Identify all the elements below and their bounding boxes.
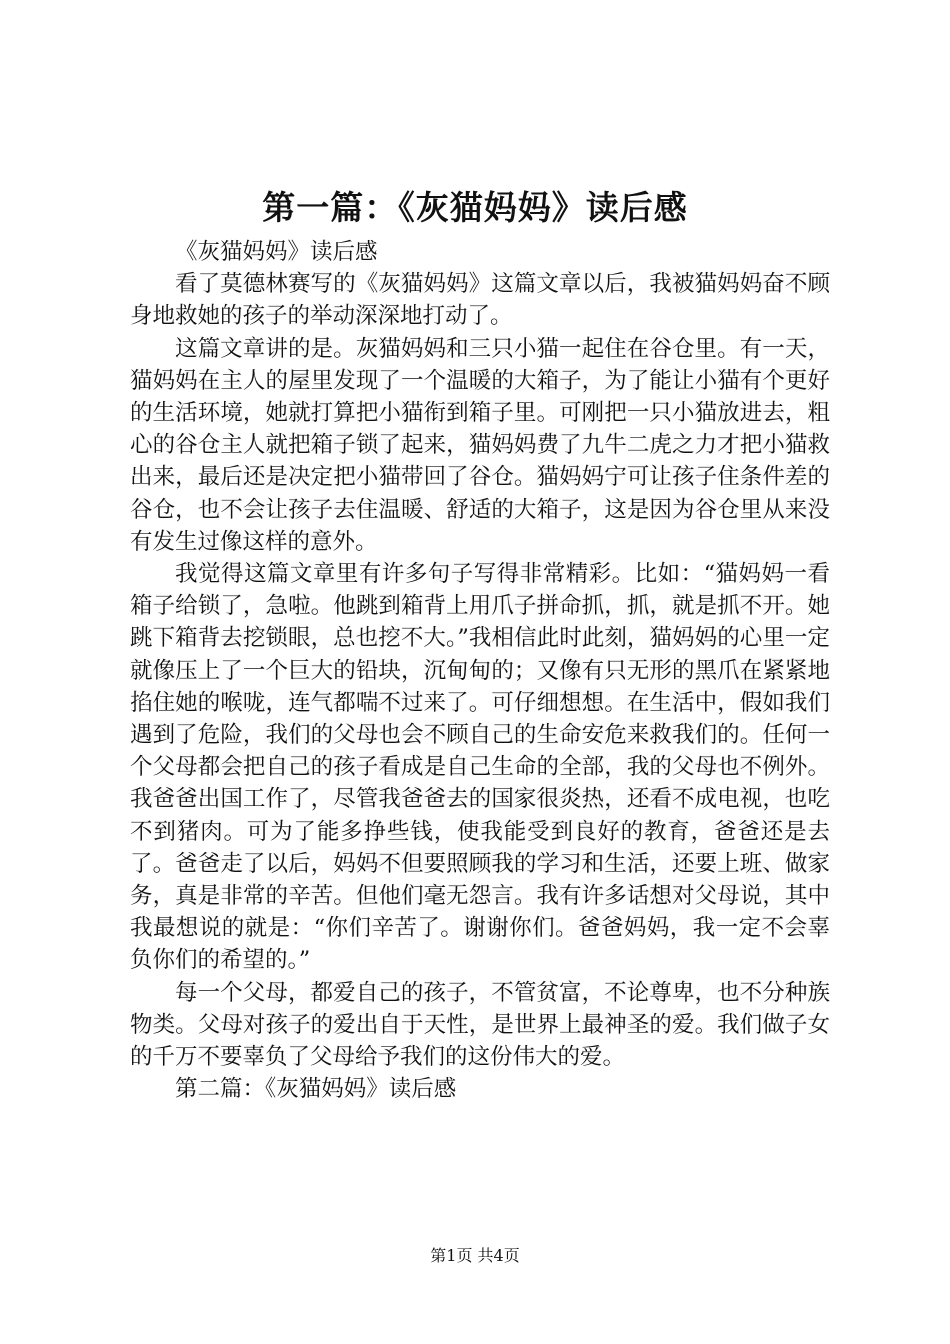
document-title: 第一篇：《灰猫妈妈》读后感 xyxy=(262,188,688,227)
page-number-footer: 第1页 共4页 xyxy=(430,1246,520,1265)
document-body xyxy=(130,236,830,1105)
paragraph-subtitle: 《灰猫妈妈》读后感 xyxy=(175,239,378,265)
paragraph: 我觉得这篇文章里有许多句子写得非常精彩。比如：“猫妈妈一看箱子给锁了，急啦。他跳到箱背上用爪子拼命抓，抓，就是抓不开。她跳下箱背去挖锁眼，总也挖不大。”我相信此时此刻，猫妈妈的心里一定就像压上了一个巨大的铅块，沉甸甸的；又像有只无形的黑爪在紧紧地掐住她的喉咙，连气都喘不过来了。可仔细想想。在生活中，假如我们遇到了危险，我们的父母也会不顾自己的生命安危来救我们的。任何一个父母都会把自己的孩子看成是自己生命的全部，我的父母也不例外。我爸爸出国工作了，尽管我爸爸去的国家很炎热，还看不成电视，也吃不到猪肉。可为了能多挣些钱，使我能受到良好的教育，爸爸还是去了。爸爸走了以后，妈妈不但要照顾我的学习和生活，还要上班、做家务，真是非常的辛苦。但他们毫无怨言。我有许多话想对父母说，其中我最想说的就是：“你们辛苦了。谢谢你们。爸爸妈妈，我一定不会辜负你们的希望的。” xyxy=(130,561,830,974)
paragraph: 每一个父母，都爱自己的孩子，不管贫富，不论尊卑，也不分种族物类。父母对孩子的爱出自于天性，是世界上最神圣的爱。我们做子女的千万不要辜负了父母给予我们的这份伟大的爱。 xyxy=(130,979,830,1071)
paragraph: 看了莫德林赛写的《灰猫妈妈》这篇文章以后，我被猫妈妈奋不顾身地救她的孩子的举动深深地打动了。 xyxy=(130,271,830,330)
paragraph: 这篇文章讲的是。灰猫妈妈和三只小猫一起住在谷仓里。有一天，猫妈妈在主人的屋里发现了一个温暖的大箱子，为了能让小猫有个更好的生活环境，她就打算把小猫衔到箱子里。可刚把一只小猫放进去，粗心的谷仓主人就把箱子锁了起来，猫妈妈费了九牛二虎之力才把小猫救出来，最后还是决定把小猫带回了谷仓。猫妈妈宁可让孩子住条件差的谷仓，也不会让孩子去住温暖、舒适的大箱子，这是因为谷仓里从来没有发生过像这样的意外。 xyxy=(130,335,830,555)
next-section-heading: 第二篇：《灰猫妈妈》读后感 xyxy=(175,1076,457,1103)
